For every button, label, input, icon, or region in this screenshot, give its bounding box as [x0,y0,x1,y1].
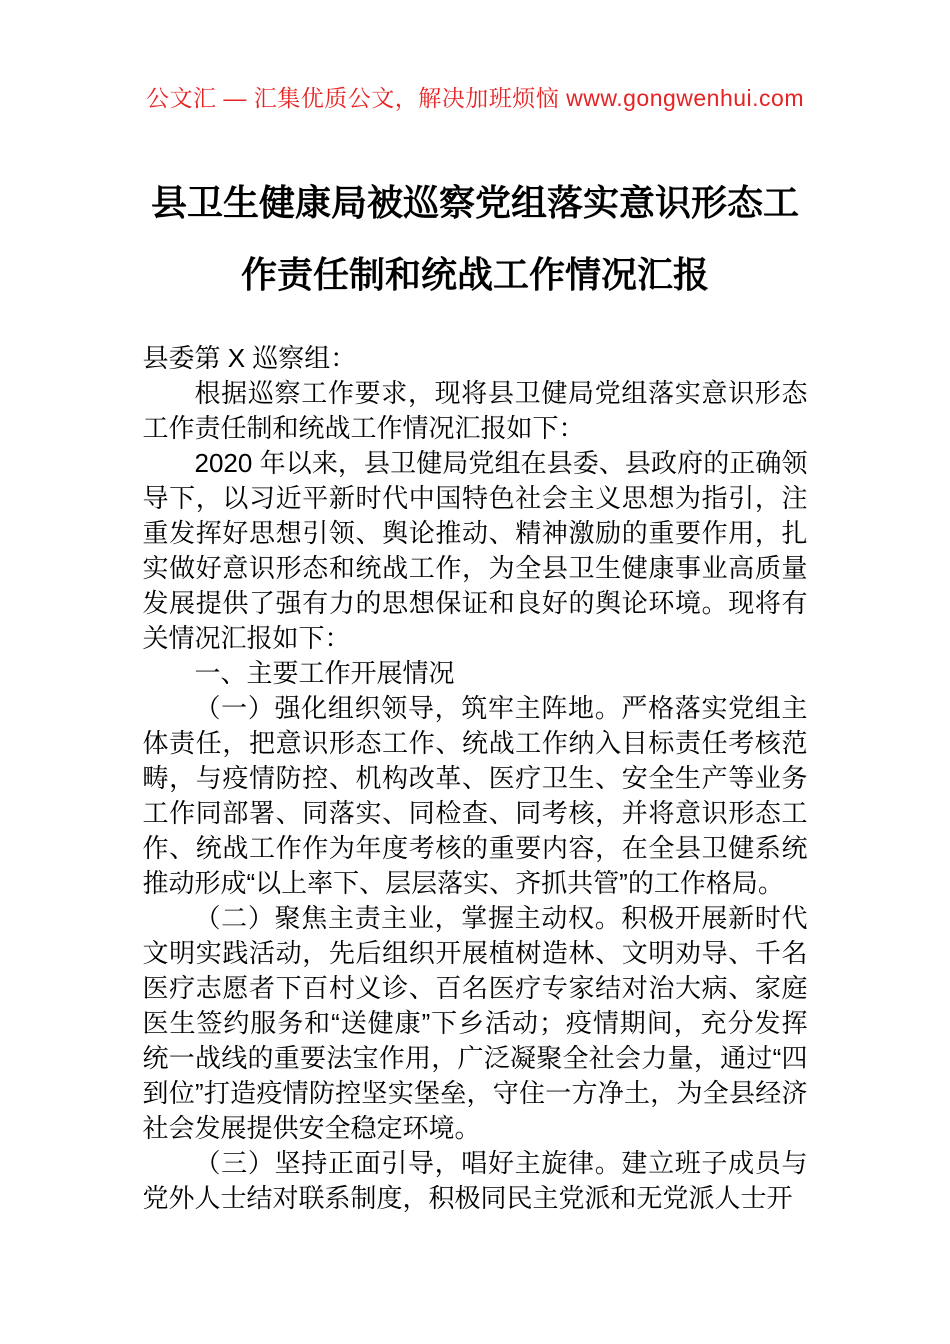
subsection-paragraph-2: （二）聚焦主责主业，掌握主动权。积极开展新时代文明实践活动，先后组织开展植树造林、文明劝导、千名医疗志愿者下百村义诊、百名医疗专家结对治大病、家庭医生签约服务和“送健康”下乡活动；疫情期间，充分发挥统一战线的重要法宝作用，广泛凝聚全社会力量，通过“四到位”打造疫情防控坚实堡垒，守住一方净土，为全县经济社会发展提供安全稳定环境。 [142,903,808,1143]
document-title [0,167,950,311]
site-watermark-text: 公文汇 — 汇集优质公文，解决加班烦恼 www.gongwenhui.com [145,85,804,111]
overview-paragraph: 2020 年以来，县卫健局党组在县委、县政府的正确领导下，以习近平新时代中国特色社会主义思想为指引，注重发挥好思想引领、舆论推动、精神激励的重要作用，扎实做好意识形态和统战工作，为全县卫生健康事业高质量发展提供了强有力的思想保证和良好的舆论环境。现将有关情况汇报如下： [142,448,808,653]
subsection-paragraph-3: （三）坚持正面引导，唱好主旋律。建立班子成员与党外人士结对联系制度，积极同民主党派和无党派人士开 [142,1148,808,1213]
section-heading-1: 一、主要工作开展情况 [194,658,455,688]
intro-paragraph: 根据巡察工作要求，现将县卫健局党组落实意识形态工作责任制和统战工作情况汇报如下： [142,378,808,443]
salutation-line: 县委第 X 巡察组： [142,343,357,373]
document-body [143,341,808,1216]
document-title-line-2: 作责任制和统战工作情况汇报 [240,254,709,295]
document-title-line-1: 县卫生健康局被巡察党组落实意识形态工 [150,182,799,223]
subsection-paragraph-1: （一）强化组织领导，筑牢主阵地。严格落实党组主体责任，把意识形态工作、统战工作纳入目标责任考核范畴，与疫情防控、机构改革、医疗卫生、安全生产等业务工作同部署、同落实、同检查、同考核，并将意识形态工作、统战工作作为年度考核的重要内容，在全县卫健系统推动形成“以上率下、层层落实、齐抓共管”的工作格局。 [142,693,808,898]
